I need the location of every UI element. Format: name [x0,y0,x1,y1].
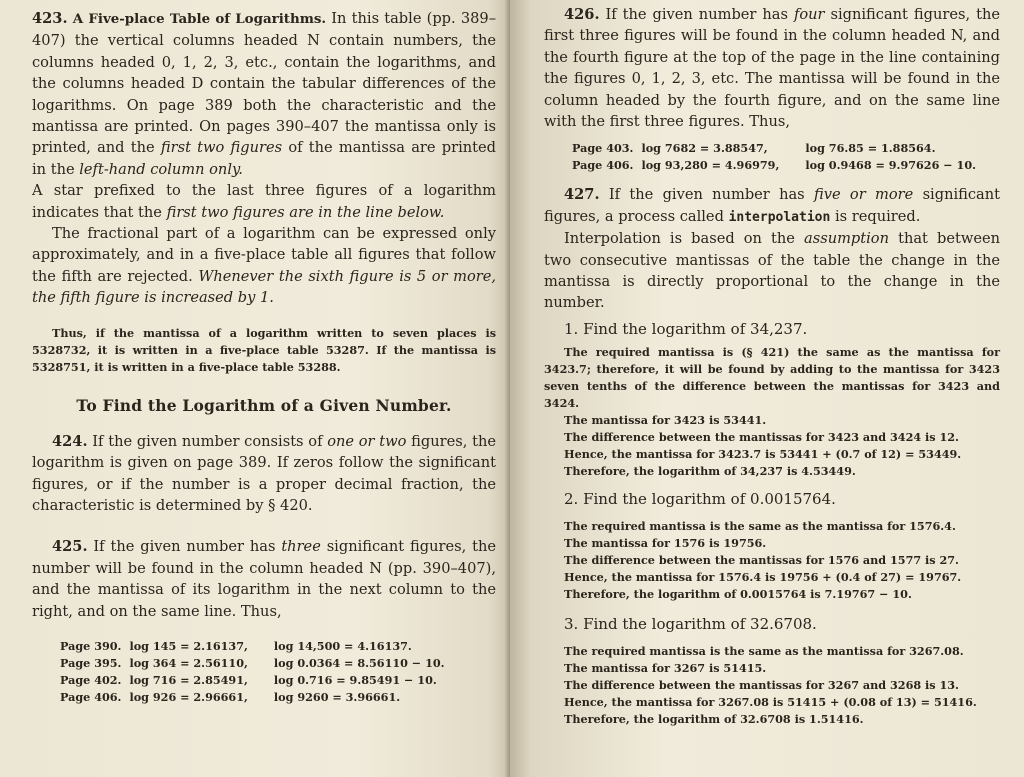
example-3-body [544,643,1000,728]
interpolation-paragraph [544,228,1000,314]
example-line: Hence, the mantissa for 3423.7 is 53441 + (0.7 of 12) = 53449. [564,446,962,461]
example-1-body [544,344,1000,480]
emphasis-text: three [281,538,321,556]
paragraph-text: The fractional part of a logarithm can be expressed only approximately, and in a five-place table all figures that follow the fifth are rejected. [32,225,496,285]
page-reference: Page 403. [572,141,634,156]
section-423 [32,8,496,180]
example-1-heading: 1. Find the logarithm of 34,237. [564,319,808,338]
log-value: log 0.716 = 9.85491 − 10. [273,672,437,687]
section-heading: To Find the Logarithm of a Given Number. [76,395,452,415]
example-3-heading: 3. Find the logarithm of 32.6708. [564,614,817,633]
example-2-heading: 2. Find the logarithm of 0.0015764. [564,489,836,508]
log-examples-table [60,638,453,706]
log-value: log 93,280 = 4.96979, [641,158,780,173]
paragraph-text: A star prefixed to the last three figures of a logarithm indicates that the [32,182,496,221]
log-value: log 14,500 = 4.16137. [273,638,412,653]
example-line: The mantissa for 1576 is 19756. [564,535,767,550]
emphasis-text: one or two [327,432,407,450]
page-reference: Page 406. [60,689,122,704]
section-number: 423. [32,10,68,27]
example-line: The difference between the mantissas for 3423 and 3424 is 12. [564,429,959,444]
small-note: Thus, if the mantissa of a logarithm written to seven places is 5328732, it is written in a five-place table 53287. If the mantissa is 5328751, it is written in a five-place table 53288. [32,325,496,374]
log-row [60,638,453,655]
example-line: The difference between the mantissas for 3267 and 3268 is 13. [564,677,959,692]
log-row [60,672,453,689]
log-value: log 364 = 2.56110, [129,655,248,670]
emphasis-text: five or more [814,186,914,204]
log-value: log 7682 = 3.88547, [641,141,768,156]
log-value: log 0.9468 = 9.97626 − 10. [805,158,976,173]
page-reference: Page 402. [60,672,122,687]
paragraph-text: is required. [830,207,921,225]
log-value: log 9260 = 3.96661. [273,689,401,704]
section-425 [32,536,496,622]
log-row [572,140,984,157]
log-row [60,655,453,672]
example-line: Therefore, the logarithm of 0.0015764 is 7.19767 − 10. [564,586,912,601]
paragraph-text: If the given number consists of [92,432,328,450]
section-number: 426. [564,6,600,23]
section-424 [32,431,496,517]
log-row [60,689,453,706]
example-line: Hence, the mantissa for 3267.08 is 51415 + (0.08 of 13) = 51416. [564,694,977,709]
star-paragraph [32,180,496,223]
paragraph-text: significant figures, the number will be found in the column headed N (pp. 390–407), and the mantissa of its logarithm in the next column to the right, and on the same line. Thus, [32,538,496,620]
right-page [510,0,1024,777]
log-value: log 76.85 = 1.88564. [805,141,936,156]
example-line: The difference between the mantissas for 1576 and 1577 is 27. [564,552,959,567]
paragraph-text: In this table (pp. 389–407) the vertical columns headed N contain numbers, the columns headed 0, 1, 2, 3, etc., contain the logarithms, and the columns headed D contain the tabular differences of the logarithms. On page 389 both the characteristic and the mantissa are printed. On pages 390–407 the mantissa only is printed, and the [32,10,497,157]
page-reference: Page 390. [60,638,122,653]
emphasis-text: first two figures are in the line below. [166,203,445,221]
log-row [572,157,984,174]
example-line: The mantissa for 3267 is 51415. [564,660,767,675]
emphasis-text: Whenever the sixth figure is 5 or more, the fifth figure is increased by 1. [32,267,496,307]
paragraph-text: significant figures, the first three figures will be found in the column headed N, and the fourth figure at the top of the page in the line containing the figures 0, 1, 2, 3, etc. The mantissa will be found in the column headed by the fourth figure, and on the same line with the first three figures. Thus, [544,6,1000,131]
left-page [0,0,510,777]
paragraph-text: figures, the logarithm is given on page 389. If zeros follow the significant figures, or if the number is a proper decimal fraction, the characteristic is determined by § 420. [32,432,496,514]
example-line: The required mantissa is the same as the mantissa for 3267.08. [564,643,964,658]
log-examples-table [572,140,984,174]
section-426 [544,4,1000,132]
paragraph-text: Interpolation is based on the [564,230,805,248]
paragraph-text: If the given number has [605,6,794,23]
log-value: log 145 = 2.16137, [129,638,248,653]
example-line: Therefore, the logarithm of 34,237 is 4.53449. [564,463,856,478]
page-reference: Page 395. [60,655,122,670]
paragraph-text: significant figures, a process called [544,186,1001,225]
log-value: log 926 = 2.96661, [129,689,248,704]
example-line: Hence, the mantissa for 1576.4 is 19756 + (0.4 of 27) = 19767. [564,569,962,584]
section-number: 424. [52,432,88,450]
page-reference: Page 406. [572,158,634,173]
paragraph-text: If the given number has [93,538,282,556]
log-value: log 0.0364 = 8.56110 − 10. [273,655,445,670]
example-line: The required mantissa is (§ 421) the same as the mantissa for 3423.7; therefore, it will be found by adding to the mantissa for 3423 seven tenths of the difference between the mantissas for 3423 and 3424. [544,344,1000,410]
section-427 [544,184,1000,228]
emphasis-text: first two figures [160,139,283,157]
emphasis-text: left-hand column only. [79,160,243,178]
paragraph-text: that between two consecutive mantissas of the table the change in the mantissa is directly proportional to the change in the number. [544,230,1000,312]
emphasis-text: four [793,6,825,23]
emphasis-text: assumption [804,230,889,248]
section-title: A Five-place Table of Logarithms. [72,11,327,27]
section-number: 425. [52,538,88,556]
example-line: The required mantissa is the same as the mantissa for 1576.4. [564,518,956,533]
example-2-body [544,518,1000,603]
paragraph-text: of the mantissa are printed in the [32,139,496,178]
bold-term: interpolation [728,209,831,225]
log-value: log 716 = 2.85491, [129,672,248,687]
example-line: Therefore, the logarithm of 32.6708 is 1.51416. [564,711,864,726]
paragraph-text: If the given number has [608,186,814,204]
fractional-paragraph [32,223,496,309]
section-number: 427. [564,186,600,204]
example-line: The mantissa for 3423 is 53441. [564,412,767,427]
